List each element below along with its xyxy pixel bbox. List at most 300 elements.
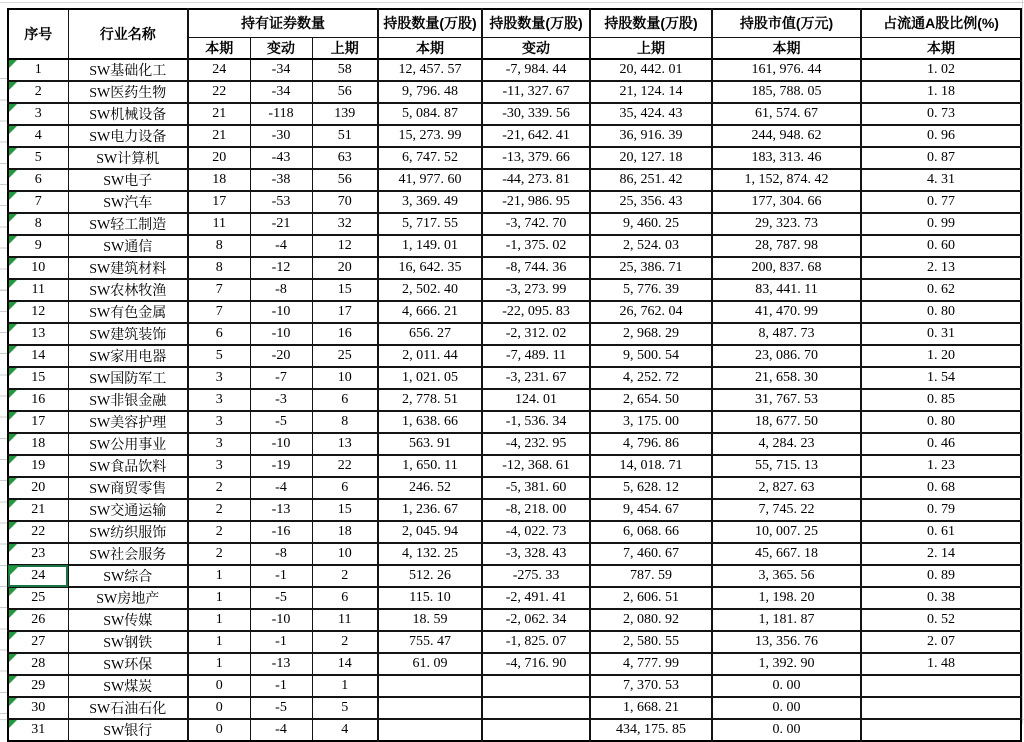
cell-r27-c3[interactable]: 1: [188, 631, 250, 653]
cell-r27-c4[interactable]: -1: [250, 631, 312, 653]
cell-r27-c9[interactable]: 13, 356. 76: [712, 631, 861, 653]
cell-r20-c10[interactable]: 0. 68: [861, 477, 1021, 499]
cell-r10-c7[interactable]: -8, 744. 36: [482, 257, 590, 279]
cell-r10-c10[interactable]: 2. 13: [861, 257, 1021, 279]
subheader-shares-change[interactable]: 变动: [482, 37, 590, 59]
cell-r18-c8[interactable]: 4, 796. 86: [590, 433, 712, 455]
cell-r28-c6[interactable]: 61. 09: [378, 653, 482, 675]
cell-r31-c5[interactable]: 4: [312, 719, 378, 741]
cell-r22-c10[interactable]: 0. 61: [861, 521, 1021, 543]
cell-r1-c5[interactable]: 58: [312, 59, 378, 81]
cell-r8-c10[interactable]: 0. 99: [861, 213, 1021, 235]
cell-r25-c8[interactable]: 2, 606. 51: [590, 587, 712, 609]
cell-r11-c4[interactable]: -8: [250, 279, 312, 301]
cell-r5-c3[interactable]: 20: [188, 147, 250, 169]
header-shares-change-group[interactable]: 持股数量(万股): [482, 9, 590, 37]
cell-r3-c4[interactable]: -118: [250, 103, 312, 125]
cell-r29-c4[interactable]: -1: [250, 675, 312, 697]
cell-r1-c4[interactable]: -34: [250, 59, 312, 81]
cell-r6-c9[interactable]: 1, 152, 874. 42: [712, 169, 861, 191]
cell-r26-c6[interactable]: 18. 59: [378, 609, 482, 631]
cell-r12-c3[interactable]: 7: [188, 301, 250, 323]
cell-r17-c6[interactable]: 1, 638. 66: [378, 411, 482, 433]
header-industry-name[interactable]: 行业名称: [68, 9, 188, 59]
cell-r22-c5[interactable]: 18: [312, 521, 378, 543]
cell-r8-c8[interactable]: 9, 460. 25: [590, 213, 712, 235]
header-float-a-ratio-group[interactable]: 占流通A股比例(%): [861, 9, 1021, 37]
cell-r6-c5[interactable]: 56: [312, 169, 378, 191]
cell-r31-c10[interactable]: [861, 719, 1021, 741]
cell-r31-c8[interactable]: 434, 175. 85: [590, 719, 712, 741]
cell-r20-c5[interactable]: 6: [312, 477, 378, 499]
cell-r12-c6[interactable]: 4, 666. 21: [378, 301, 482, 323]
cell-r4-c4[interactable]: -30: [250, 125, 312, 147]
cell-r27-c5[interactable]: 2: [312, 631, 378, 653]
cell-r21-c2[interactable]: SW交通运输: [68, 499, 188, 521]
cell-r14-c7[interactable]: -7, 489. 11: [482, 345, 590, 367]
cell-r5-c4[interactable]: -43: [250, 147, 312, 169]
cell-r8-c9[interactable]: 29, 323. 73: [712, 213, 861, 235]
cell-r3-c8[interactable]: 35, 424. 43: [590, 103, 712, 125]
cell-r22-c4[interactable]: -16: [250, 521, 312, 543]
header-seq[interactable]: 序号: [8, 9, 68, 59]
cell-r17-c7[interactable]: -1, 536. 34: [482, 411, 590, 433]
cell-r16-c4[interactable]: -3: [250, 389, 312, 411]
cell-r9-c4[interactable]: -4: [250, 235, 312, 257]
cell-r17-c4[interactable]: -5: [250, 411, 312, 433]
cell-r8-c4[interactable]: -21: [250, 213, 312, 235]
cell-r2-c8[interactable]: 21, 124. 14: [590, 81, 712, 103]
cell-r19-c7[interactable]: -12, 368. 61: [482, 455, 590, 477]
cell-r27-c7[interactable]: -1, 825. 07: [482, 631, 590, 653]
cell-r9-c1[interactable]: [8, 235, 68, 257]
cell-r4-c6[interactable]: 15, 273. 99: [378, 125, 482, 147]
cell-r21-c5[interactable]: 15: [312, 499, 378, 521]
cell-r2-c5[interactable]: 56: [312, 81, 378, 103]
cell-r21-c7[interactable]: -8, 218. 00: [482, 499, 590, 521]
cell-r20-c6[interactable]: 246. 52: [378, 477, 482, 499]
cell-r11-c9[interactable]: 83, 441. 11: [712, 279, 861, 301]
cell-r15-c6[interactable]: 1, 021. 05: [378, 367, 482, 389]
cell-r6-c7[interactable]: -44, 273. 81: [482, 169, 590, 191]
cell-r26-c9[interactable]: 1, 181. 87: [712, 609, 861, 631]
cell-r1-c1[interactable]: [8, 59, 68, 81]
cell-r29-c8[interactable]: 7, 370. 53: [590, 675, 712, 697]
cell-r2-c10[interactable]: 1. 18: [861, 81, 1021, 103]
cell-r13-c9[interactable]: 8, 487. 73: [712, 323, 861, 345]
cell-r12-c5[interactable]: 17: [312, 301, 378, 323]
cell-r21-c3[interactable]: 2: [188, 499, 250, 521]
cell-r23-c2[interactable]: SW社会服务: [68, 543, 188, 565]
cell-r3-c2[interactable]: SW机械设备: [68, 103, 188, 125]
cell-r7-c7[interactable]: -21, 986. 95: [482, 191, 590, 213]
cell-r17-c10[interactable]: 0. 80: [861, 411, 1021, 433]
cell-r23-c6[interactable]: 4, 132. 25: [378, 543, 482, 565]
cell-r31-c6[interactable]: [378, 719, 482, 741]
cell-r17-c2[interactable]: SW美容护理: [68, 411, 188, 433]
cell-r6-c3[interactable]: 18: [188, 169, 250, 191]
cell-r27-c6[interactable]: 755. 47: [378, 631, 482, 653]
cell-r17-c8[interactable]: 3, 175. 00: [590, 411, 712, 433]
cell-r20-c7[interactable]: -5, 381. 60: [482, 477, 590, 499]
cell-r10-c4[interactable]: -12: [250, 257, 312, 279]
cell-r9-c2[interactable]: SW通信: [68, 235, 188, 257]
cell-r31-c3[interactable]: 0: [188, 719, 250, 741]
cell-r22-c9[interactable]: 10, 007. 25: [712, 521, 861, 543]
cell-r28-c2[interactable]: SW环保: [68, 653, 188, 675]
cell-r30-c4[interactable]: -5: [250, 697, 312, 719]
cell-r23-c1[interactable]: [8, 543, 68, 565]
cell-r8-c1[interactable]: [8, 213, 68, 235]
cell-r16-c6[interactable]: 2, 778. 51: [378, 389, 482, 411]
cell-r11-c6[interactable]: 2, 502. 40: [378, 279, 482, 301]
cell-r6-c1[interactable]: [8, 169, 68, 191]
cell-r2-c6[interactable]: 9, 796. 48: [378, 81, 482, 103]
cell-r5-c8[interactable]: 20, 127. 18: [590, 147, 712, 169]
cell-r15-c4[interactable]: -7: [250, 367, 312, 389]
cell-r28-c4[interactable]: -13: [250, 653, 312, 675]
cell-r19-c5[interactable]: 22: [312, 455, 378, 477]
cell-r24-c1[interactable]: [8, 565, 68, 587]
cell-r19-c6[interactable]: 1, 650. 11: [378, 455, 482, 477]
cell-r31-c4[interactable]: -4: [250, 719, 312, 741]
cell-r18-c1[interactable]: [8, 433, 68, 455]
cell-r7-c4[interactable]: -53: [250, 191, 312, 213]
cell-r9-c3[interactable]: 8: [188, 235, 250, 257]
cell-r28-c9[interactable]: 1, 392. 90: [712, 653, 861, 675]
cell-r1-c8[interactable]: 20, 442. 01: [590, 59, 712, 81]
cell-r8-c5[interactable]: 32: [312, 213, 378, 235]
cell-r23-c7[interactable]: -3, 328. 43: [482, 543, 590, 565]
cell-r14-c4[interactable]: -20: [250, 345, 312, 367]
cell-r22-c7[interactable]: -4, 022. 73: [482, 521, 590, 543]
cell-r14-c2[interactable]: SW家用电器: [68, 345, 188, 367]
cell-r31-c9[interactable]: 0. 00: [712, 719, 861, 741]
cell-r31-c2[interactable]: SW银行: [68, 719, 188, 741]
cell-r8-c3[interactable]: 11: [188, 213, 250, 235]
cell-r26-c2[interactable]: SW传媒: [68, 609, 188, 631]
cell-r17-c9[interactable]: 18, 677. 50: [712, 411, 861, 433]
cell-r14-c9[interactable]: 23, 086. 70: [712, 345, 861, 367]
cell-r29-c1[interactable]: [8, 675, 68, 697]
cell-r22-c3[interactable]: 2: [188, 521, 250, 543]
cell-r12-c7[interactable]: -22, 095. 83: [482, 301, 590, 323]
subheader-securities-prev[interactable]: 上期: [312, 37, 378, 59]
cell-r24-c3[interactable]: 1: [188, 565, 250, 587]
cell-r30-c6[interactable]: [378, 697, 482, 719]
cell-r26-c3[interactable]: 1: [188, 609, 250, 631]
cell-r13-c5[interactable]: 16: [312, 323, 378, 345]
cell-r5-c6[interactable]: 6, 747. 52: [378, 147, 482, 169]
cell-r29-c5[interactable]: 1: [312, 675, 378, 697]
cell-r29-c7[interactable]: [482, 675, 590, 697]
cell-r15-c5[interactable]: 10: [312, 367, 378, 389]
cell-r4-c3[interactable]: 21: [188, 125, 250, 147]
cell-r22-c2[interactable]: SW纺织服饰: [68, 521, 188, 543]
cell-r24-c4[interactable]: -1: [250, 565, 312, 587]
cell-r23-c3[interactable]: 2: [188, 543, 250, 565]
cell-r24-c5[interactable]: 2: [312, 565, 378, 587]
cell-r20-c1[interactable]: [8, 477, 68, 499]
cell-r15-c8[interactable]: 4, 252. 72: [590, 367, 712, 389]
cell-r26-c4[interactable]: -10: [250, 609, 312, 631]
cell-r21-c8[interactable]: 9, 454. 67: [590, 499, 712, 521]
cell-r5-c2[interactable]: SW计算机: [68, 147, 188, 169]
cell-r11-c2[interactable]: SW农林牧渔: [68, 279, 188, 301]
subheader-shares-current[interactable]: 本期: [378, 37, 482, 59]
cell-r27-c10[interactable]: 2. 07: [861, 631, 1021, 653]
cell-r25-c1[interactable]: [8, 587, 68, 609]
cell-r24-c8[interactable]: 787. 59: [590, 565, 712, 587]
cell-r25-c3[interactable]: 1: [188, 587, 250, 609]
cell-r12-c2[interactable]: SW有色金属: [68, 301, 188, 323]
cell-r15-c9[interactable]: 21, 658. 30: [712, 367, 861, 389]
cell-r6-c2[interactable]: SW电子: [68, 169, 188, 191]
cell-r16-c2[interactable]: SW非银金融: [68, 389, 188, 411]
cell-r13-c7[interactable]: -2, 312. 02: [482, 323, 590, 345]
cell-r10-c6[interactable]: 16, 642. 35: [378, 257, 482, 279]
header-shares-prev-group[interactable]: 持股数量(万股): [590, 9, 712, 37]
cell-r18-c9[interactable]: 4, 284. 23: [712, 433, 861, 455]
cell-r15-c1[interactable]: [8, 367, 68, 389]
cell-r5-c10[interactable]: 0. 87: [861, 147, 1021, 169]
cell-r21-c4[interactable]: -13: [250, 499, 312, 521]
cell-r25-c10[interactable]: 0. 38: [861, 587, 1021, 609]
cell-r14-c10[interactable]: 1. 20: [861, 345, 1021, 367]
cell-r19-c3[interactable]: 3: [188, 455, 250, 477]
subheader-securities-change[interactable]: 变动: [250, 37, 312, 59]
cell-r29-c9[interactable]: 0. 00: [712, 675, 861, 697]
cell-r20-c8[interactable]: 5, 628. 12: [590, 477, 712, 499]
cell-r9-c6[interactable]: 1, 149. 01: [378, 235, 482, 257]
cell-r7-c10[interactable]: 0. 77: [861, 191, 1021, 213]
cell-r27-c1[interactable]: [8, 631, 68, 653]
cell-r15-c10[interactable]: 1. 54: [861, 367, 1021, 389]
cell-r3-c1[interactable]: [8, 103, 68, 125]
cell-r6-c6[interactable]: 41, 977. 60: [378, 169, 482, 191]
cell-r10-c2[interactable]: SW建筑材料: [68, 257, 188, 279]
cell-r22-c6[interactable]: 2, 045. 94: [378, 521, 482, 543]
cell-r1-c10[interactable]: 1. 02: [861, 59, 1021, 81]
cell-r23-c9[interactable]: 45, 667. 18: [712, 543, 861, 565]
cell-r13-c10[interactable]: 0. 31: [861, 323, 1021, 345]
cell-r4-c9[interactable]: 244, 948. 62: [712, 125, 861, 147]
cell-r19-c4[interactable]: -19: [250, 455, 312, 477]
cell-r4-c1[interactable]: [8, 125, 68, 147]
cell-r26-c7[interactable]: -2, 062. 34: [482, 609, 590, 631]
cell-r2-c1[interactable]: [8, 81, 68, 103]
cell-r16-c10[interactable]: 0. 85: [861, 389, 1021, 411]
cell-r14-c1[interactable]: [8, 345, 68, 367]
cell-r1-c6[interactable]: 12, 457. 57: [378, 59, 482, 81]
cell-r11-c7[interactable]: -3, 273. 99: [482, 279, 590, 301]
cell-r4-c2[interactable]: SW电力设备: [68, 125, 188, 147]
cell-r12-c9[interactable]: 41, 470. 99: [712, 301, 861, 323]
cell-r16-c3[interactable]: 3: [188, 389, 250, 411]
cell-r4-c5[interactable]: 51: [312, 125, 378, 147]
cell-r20-c3[interactable]: 2: [188, 477, 250, 499]
header-shares-current-group[interactable]: 持股数量(万股): [378, 9, 482, 37]
cell-r21-c1[interactable]: [8, 499, 68, 521]
cell-r28-c1[interactable]: [8, 653, 68, 675]
cell-r13-c3[interactable]: 6: [188, 323, 250, 345]
cell-r10-c5[interactable]: 20: [312, 257, 378, 279]
cell-r17-c3[interactable]: 3: [188, 411, 250, 433]
cell-r14-c6[interactable]: 2, 011. 44: [378, 345, 482, 367]
cell-r17-c1[interactable]: [8, 411, 68, 433]
cell-r29-c2[interactable]: SW煤炭: [68, 675, 188, 697]
cell-r27-c8[interactable]: 2, 580. 55: [590, 631, 712, 653]
cell-r19-c10[interactable]: 1. 23: [861, 455, 1021, 477]
cell-r10-c9[interactable]: 200, 837. 68: [712, 257, 861, 279]
cell-r13-c2[interactable]: SW建筑装饰: [68, 323, 188, 345]
cell-r25-c2[interactable]: SW房地产: [68, 587, 188, 609]
cell-r7-c8[interactable]: 25, 356. 43: [590, 191, 712, 213]
cell-r18-c6[interactable]: 563. 91: [378, 433, 482, 455]
cell-r21-c9[interactable]: 7, 745. 22: [712, 499, 861, 521]
cell-r7-c2[interactable]: SW汽车: [68, 191, 188, 213]
cell-r11-c10[interactable]: 0. 62: [861, 279, 1021, 301]
cell-r13-c4[interactable]: -10: [250, 323, 312, 345]
cell-r2-c7[interactable]: -11, 327. 67: [482, 81, 590, 103]
cell-r12-c1[interactable]: [8, 301, 68, 323]
cell-r14-c8[interactable]: 9, 500. 54: [590, 345, 712, 367]
cell-r18-c5[interactable]: 13: [312, 433, 378, 455]
cell-r4-c8[interactable]: 36, 916. 39: [590, 125, 712, 147]
cell-r23-c5[interactable]: 10: [312, 543, 378, 565]
cell-r26-c1[interactable]: [8, 609, 68, 631]
cell-r24-c9[interactable]: 3, 365. 56: [712, 565, 861, 587]
cell-r10-c3[interactable]: 8: [188, 257, 250, 279]
cell-r23-c10[interactable]: 2. 14: [861, 543, 1021, 565]
cell-r29-c10[interactable]: [861, 675, 1021, 697]
cell-r7-c6[interactable]: 3, 369. 49: [378, 191, 482, 213]
subheader-market-value-current[interactable]: 本期: [712, 37, 861, 59]
cell-r5-c1[interactable]: [8, 147, 68, 169]
cell-r3-c7[interactable]: -30, 339. 56: [482, 103, 590, 125]
cell-r13-c8[interactable]: 2, 968. 29: [590, 323, 712, 345]
cell-r15-c2[interactable]: SW国防军工: [68, 367, 188, 389]
cell-r27-c2[interactable]: SW钢铁: [68, 631, 188, 653]
cell-r19-c9[interactable]: 55, 715. 13: [712, 455, 861, 477]
cell-r17-c5[interactable]: 8: [312, 411, 378, 433]
cell-r18-c10[interactable]: 0. 46: [861, 433, 1021, 455]
cell-r10-c1[interactable]: [8, 257, 68, 279]
cell-r7-c5[interactable]: 70: [312, 191, 378, 213]
cell-r19-c1[interactable]: [8, 455, 68, 477]
cell-r18-c7[interactable]: -4, 232. 95: [482, 433, 590, 455]
cell-r11-c5[interactable]: 15: [312, 279, 378, 301]
cell-r15-c3[interactable]: 3: [188, 367, 250, 389]
cell-r4-c7[interactable]: -21, 642. 41: [482, 125, 590, 147]
cell-r5-c5[interactable]: 63: [312, 147, 378, 169]
cell-r13-c6[interactable]: 656. 27: [378, 323, 482, 345]
subheader-shares-prev[interactable]: 上期: [590, 37, 712, 59]
cell-r22-c8[interactable]: 6, 068. 66: [590, 521, 712, 543]
cell-r15-c7[interactable]: -3, 231. 67: [482, 367, 590, 389]
cell-r13-c1[interactable]: [8, 323, 68, 345]
cell-r3-c6[interactable]: 5, 084. 87: [378, 103, 482, 125]
cell-r25-c5[interactable]: 6: [312, 587, 378, 609]
cell-r6-c8[interactable]: 86, 251. 42: [590, 169, 712, 191]
cell-r16-c7[interactable]: 124. 01: [482, 389, 590, 411]
cell-r19-c8[interactable]: 14, 018. 71: [590, 455, 712, 477]
cell-r30-c8[interactable]: 1, 668. 21: [590, 697, 712, 719]
cell-r9-c8[interactable]: 2, 524. 03: [590, 235, 712, 257]
subheader-ratio-current[interactable]: 本期: [861, 37, 1021, 59]
cell-r8-c6[interactable]: 5, 717. 55: [378, 213, 482, 235]
cell-r18-c4[interactable]: -10: [250, 433, 312, 455]
cell-r28-c8[interactable]: 4, 777. 99: [590, 653, 712, 675]
cell-r25-c9[interactable]: 1, 198. 20: [712, 587, 861, 609]
cell-r12-c10[interactable]: 0. 80: [861, 301, 1021, 323]
cell-r9-c10[interactable]: 0. 60: [861, 235, 1021, 257]
cell-r24-c7[interactable]: -275. 33: [482, 565, 590, 587]
cell-r2-c3[interactable]: 22: [188, 81, 250, 103]
cell-r25-c6[interactable]: 115. 10: [378, 587, 482, 609]
cell-r5-c9[interactable]: 183, 313. 46: [712, 147, 861, 169]
cell-r2-c2[interactable]: SW医药生物: [68, 81, 188, 103]
cell-r29-c6[interactable]: [378, 675, 482, 697]
cell-r30-c2[interactable]: SW石油石化: [68, 697, 188, 719]
cell-r3-c9[interactable]: 61, 574. 67: [712, 103, 861, 125]
cell-r28-c10[interactable]: 1. 48: [861, 653, 1021, 675]
cell-r26-c10[interactable]: 0. 52: [861, 609, 1021, 631]
cell-r22-c1[interactable]: [8, 521, 68, 543]
cell-r30-c9[interactable]: 0. 00: [712, 697, 861, 719]
cell-r9-c7[interactable]: -1, 375. 02: [482, 235, 590, 257]
cell-r9-c9[interactable]: 28, 787. 98: [712, 235, 861, 257]
cell-r16-c1[interactable]: [8, 389, 68, 411]
cell-r23-c8[interactable]: 7, 460. 67: [590, 543, 712, 565]
cell-r6-c4[interactable]: -38: [250, 169, 312, 191]
cell-r18-c2[interactable]: SW公用事业: [68, 433, 188, 455]
cell-r29-c3[interactable]: 0: [188, 675, 250, 697]
cell-r30-c5[interactable]: 5: [312, 697, 378, 719]
cell-r8-c2[interactable]: SW轻工制造: [68, 213, 188, 235]
cell-r28-c7[interactable]: -4, 716. 90: [482, 653, 590, 675]
cell-r26-c8[interactable]: 2, 080. 92: [590, 609, 712, 631]
header-market-value-group[interactable]: 持股市值(万元): [712, 9, 861, 37]
header-securities-count-group[interactable]: 持有证券数量: [188, 9, 378, 37]
cell-r2-c4[interactable]: -34: [250, 81, 312, 103]
cell-r30-c10[interactable]: [861, 697, 1021, 719]
cell-r20-c4[interactable]: -4: [250, 477, 312, 499]
cell-r7-c3[interactable]: 17: [188, 191, 250, 213]
cell-r30-c7[interactable]: [482, 697, 590, 719]
cell-r23-c4[interactable]: -8: [250, 543, 312, 565]
cell-r20-c2[interactable]: SW商贸零售: [68, 477, 188, 499]
cell-r14-c3[interactable]: 5: [188, 345, 250, 367]
cell-r10-c8[interactable]: 25, 386. 71: [590, 257, 712, 279]
cell-r21-c10[interactable]: 0. 79: [861, 499, 1021, 521]
cell-r6-c10[interactable]: 4. 31: [861, 169, 1021, 191]
cell-r28-c3[interactable]: 1: [188, 653, 250, 675]
cell-r9-c5[interactable]: 12: [312, 235, 378, 257]
cell-r1-c7[interactable]: -7, 984. 44: [482, 59, 590, 81]
cell-r24-c10[interactable]: 0. 89: [861, 565, 1021, 587]
cell-r4-c10[interactable]: 0. 96: [861, 125, 1021, 147]
cell-r11-c1[interactable]: [8, 279, 68, 301]
cell-r20-c9[interactable]: 2, 827. 63: [712, 477, 861, 499]
cell-r31-c7[interactable]: [482, 719, 590, 741]
cell-r3-c3[interactable]: 21: [188, 103, 250, 125]
cell-r25-c4[interactable]: -5: [250, 587, 312, 609]
cell-r16-c5[interactable]: 6: [312, 389, 378, 411]
cell-r11-c3[interactable]: 7: [188, 279, 250, 301]
cell-r1-c9[interactable]: 161, 976. 44: [712, 59, 861, 81]
cell-r1-c2[interactable]: SW基础化工: [68, 59, 188, 81]
